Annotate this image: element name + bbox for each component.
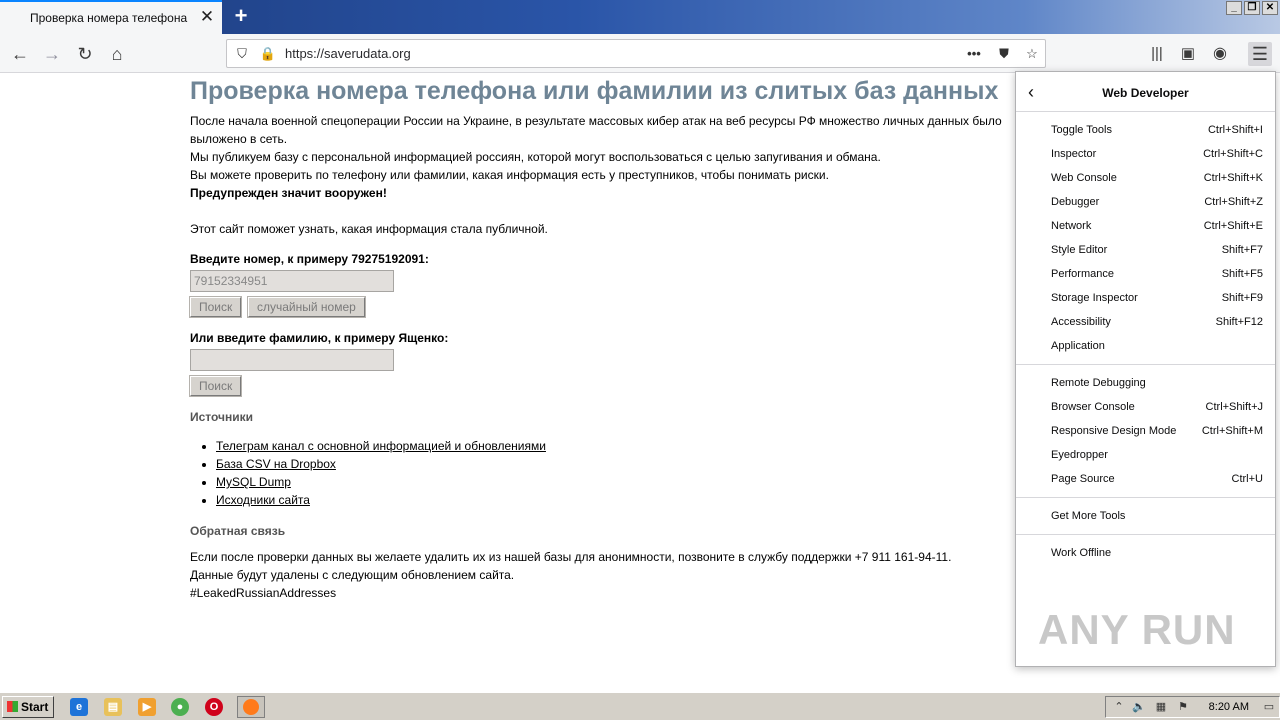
menu-item-label: Style Editor: [1051, 244, 1108, 256]
taskbar: [0, 692, 1280, 720]
file-explorer-icon[interactable]: ▤: [104, 698, 122, 716]
menu-item-label: Network: [1051, 220, 1092, 232]
tab-bar: [0, 0, 1280, 34]
menu-item-debugger[interactable]: [1016, 191, 1275, 215]
surname-label: Или введите фамилию, к примеру Ященко:: [190, 331, 449, 345]
firefox-taskbar-icon[interactable]: [237, 696, 265, 718]
start-label: Start: [21, 700, 49, 714]
source-link-csv[interactable]: База CSV на Dropbox: [216, 457, 336, 471]
browser-tab[interactable]: [0, 0, 222, 34]
tray-expand-icon[interactable]: ⌃: [1114, 701, 1124, 713]
menu-item-web-console[interactable]: [1016, 167, 1275, 191]
menu-item-inspector[interactable]: [1016, 143, 1275, 167]
new-tab-icon[interactable]: +: [234, 3, 248, 28]
list-item: [216, 455, 546, 473]
feedback-text-2: Данные будут удалены с следующим обновлением сайта.: [190, 568, 515, 582]
menu-item-shortcut: Ctrl+Shift+E: [1203, 220, 1263, 232]
shield-icon[interactable]: ⛉: [237, 46, 247, 61]
home-icon[interactable]: ⌂: [111, 44, 123, 64]
menu-item-label: Browser Console: [1051, 401, 1135, 413]
menu-item-shortcut: Ctrl+Shift+M: [1201, 425, 1263, 437]
close-tab-icon[interactable]: ✕: [199, 7, 215, 26]
intro-text-3: Вы можете проверить по телефону или фамилии, какая информация есть у преступников, чтобы понимать риски.: [190, 168, 829, 182]
forward-icon[interactable]: →: [43, 44, 61, 64]
menu-header: [1016, 72, 1275, 112]
restore-icon[interactable]: ❐: [1244, 1, 1260, 15]
menu-item-label: Page Source: [1051, 473, 1115, 485]
sources-heading: Источники: [190, 410, 254, 424]
menu-item-shortcut: Ctrl+Shift+Z: [1204, 196, 1263, 208]
back-icon[interactable]: ←: [11, 44, 29, 64]
start-button[interactable]: [2, 696, 54, 718]
menu-item-toggle-tools[interactable]: [1016, 119, 1275, 143]
feedback-text-1: Если после проверки данных вы желаете удалить их из нашей базы для анонимности, позвоните в службу поддержки +7 911 161-94-11.: [190, 550, 952, 564]
library-icon[interactable]: |||: [1151, 45, 1163, 62]
window-controls: [1226, 1, 1278, 15]
menu-item-label: Get More Tools: [1051, 510, 1126, 522]
menu-separator: [1016, 534, 1275, 535]
phone-search-button[interactable]: Поиск: [190, 297, 241, 317]
menu-title: Web Developer: [1102, 86, 1189, 100]
menu-item-label: Eyedropper: [1051, 449, 1108, 461]
windows-logo-icon: [7, 701, 18, 712]
menu-item-label: Accessibility: [1051, 316, 1111, 328]
list-item: [216, 473, 546, 491]
hashtag-text: #LeakedRussianAddresses: [190, 586, 337, 600]
phone-label: Введите номер, к примеру 79275192091:: [190, 252, 429, 266]
hamburger-menu-icon[interactable]: ☰: [1248, 42, 1272, 66]
internet-explorer-icon[interactable]: e: [70, 698, 88, 716]
url-bar[interactable]: [226, 39, 1046, 68]
menu-item-shortcut: Ctrl+U: [1231, 473, 1263, 485]
intro-text-4: Этот сайт поможет узнать, какая информация стала публичной.: [190, 222, 548, 236]
menu-item-shortcut: Shift+F9: [1221, 292, 1263, 304]
menu-item-storage-inspector[interactable]: [1016, 287, 1275, 311]
sources-list: [216, 437, 546, 509]
menu-item-label: Storage Inspector: [1051, 292, 1138, 304]
network-icon[interactable]: ▦: [1155, 701, 1167, 713]
minimize-icon[interactable]: _: [1226, 1, 1242, 15]
menu-item-label: Work Offline: [1051, 547, 1112, 559]
media-player-icon[interactable]: ▶: [138, 698, 156, 716]
feedback-heading: Обратная связь: [190, 524, 286, 538]
clock: 8:20 AM: [1208, 701, 1249, 713]
phone-input[interactable]: 79152334951: [190, 270, 394, 292]
flag-icon[interactable]: ⚑: [1178, 701, 1188, 713]
menu-item-shortcut: Shift+F5: [1221, 268, 1263, 280]
list-item: [216, 491, 546, 509]
intro-text-2: Мы публикуем базу с персональной информацией россиян, которой могут воспользоваться с целью запугивания и обмана.: [190, 150, 881, 164]
page-title: Проверка номера телефона или фамилии из слитых баз данных: [190, 77, 999, 105]
source-link-code[interactable]: Исходники сайта: [216, 493, 310, 507]
surname-search-button[interactable]: Поиск: [190, 376, 241, 396]
menu-item-work-offline[interactable]: [1016, 542, 1275, 566]
menu-item-remote-debugging[interactable]: [1016, 372, 1275, 396]
menu-separator: [1016, 497, 1275, 498]
navigation-bar: [0, 34, 1280, 73]
menu-item-shortcut: Ctrl+Shift+I: [1207, 124, 1263, 136]
source-link-telegram[interactable]: Телеграм канал с основной информацией и обновлениями: [216, 439, 546, 453]
menu-item-shortcut: Ctrl+Shift+J: [1205, 401, 1263, 413]
menu-item-get-more-tools[interactable]: [1016, 505, 1275, 529]
intro-text-1b: выложено в сеть.: [190, 132, 288, 146]
window-close-icon[interactable]: ✕: [1262, 1, 1278, 15]
menu-item-shortcut: Shift+F7: [1221, 244, 1263, 256]
menu-item-shortcut: Shift+F12: [1215, 316, 1263, 328]
volume-icon[interactable]: 🔈: [1132, 701, 1146, 713]
menu-item-style-editor[interactable]: [1016, 239, 1275, 263]
menu-separator: [1016, 364, 1275, 365]
surname-input[interactable]: [190, 349, 394, 371]
reload-icon[interactable]: ↻: [77, 44, 93, 64]
menu-item-application[interactable]: [1016, 335, 1275, 359]
menu-item-shortcut: Ctrl+Shift+C: [1203, 148, 1263, 160]
menu-item-browser-console[interactable]: [1016, 396, 1275, 420]
bookmark-star-icon[interactable]: ☆: [1026, 46, 1038, 61]
list-item: [216, 437, 546, 455]
menu-item-responsive-design-mode[interactable]: [1016, 420, 1275, 444]
url-text[interactable]: https://saverudata.org: [285, 46, 411, 61]
more-actions-icon[interactable]: •••: [967, 46, 981, 61]
chrome-icon[interactable]: ●: [171, 698, 189, 716]
menu-item-label: Debugger: [1051, 196, 1100, 208]
account-icon[interactable]: ◉: [1213, 45, 1227, 62]
tab-title: Проверка номера телефона: [30, 11, 188, 25]
pocket-icon[interactable]: ⛊: [999, 46, 1009, 61]
web-developer-menu: [1015, 71, 1276, 667]
menu-item-shortcut: Ctrl+Shift+K: [1203, 172, 1263, 184]
back-arrow-icon[interactable]: ‹: [1028, 82, 1034, 102]
menu-item-page-source[interactable]: [1016, 468, 1275, 492]
random-number-button[interactable]: случайный номер: [248, 297, 365, 317]
menu-item-label: Remote Debugging: [1051, 377, 1146, 389]
sidebar-icon[interactable]: ▣: [1180, 45, 1196, 62]
menu-item-label: Responsive Design Mode: [1051, 425, 1177, 437]
intro-text-1a: После начала военной спецоперации России на Украине, в результате массовых кибер атак на веб ресурсы РФ множество личных данных было: [190, 114, 1002, 128]
menu-item-eyedropper[interactable]: [1016, 444, 1275, 468]
menu-item-performance[interactable]: [1016, 263, 1275, 287]
source-link-mysql[interactable]: MySQL Dump: [216, 475, 291, 489]
menu-item-accessibility[interactable]: [1016, 311, 1275, 335]
menu-item-label: Application: [1051, 340, 1105, 352]
lock-icon[interactable]: 🔒: [259, 46, 277, 61]
show-desktop-icon[interactable]: ▭: [1263, 701, 1275, 713]
warning-text: Предупрежден значит вооружен!: [190, 186, 387, 200]
menu-item-network[interactable]: [1016, 215, 1275, 239]
menu-item-label: Web Console: [1051, 172, 1117, 184]
menu-item-label: Performance: [1051, 268, 1114, 280]
anyrun-watermark: ANY RUN: [1038, 606, 1236, 653]
menu-item-label: Inspector: [1051, 148, 1097, 160]
opera-icon[interactable]: O: [205, 698, 223, 716]
system-tray: [1105, 696, 1280, 718]
menu-item-label: Toggle Tools: [1051, 124, 1112, 136]
